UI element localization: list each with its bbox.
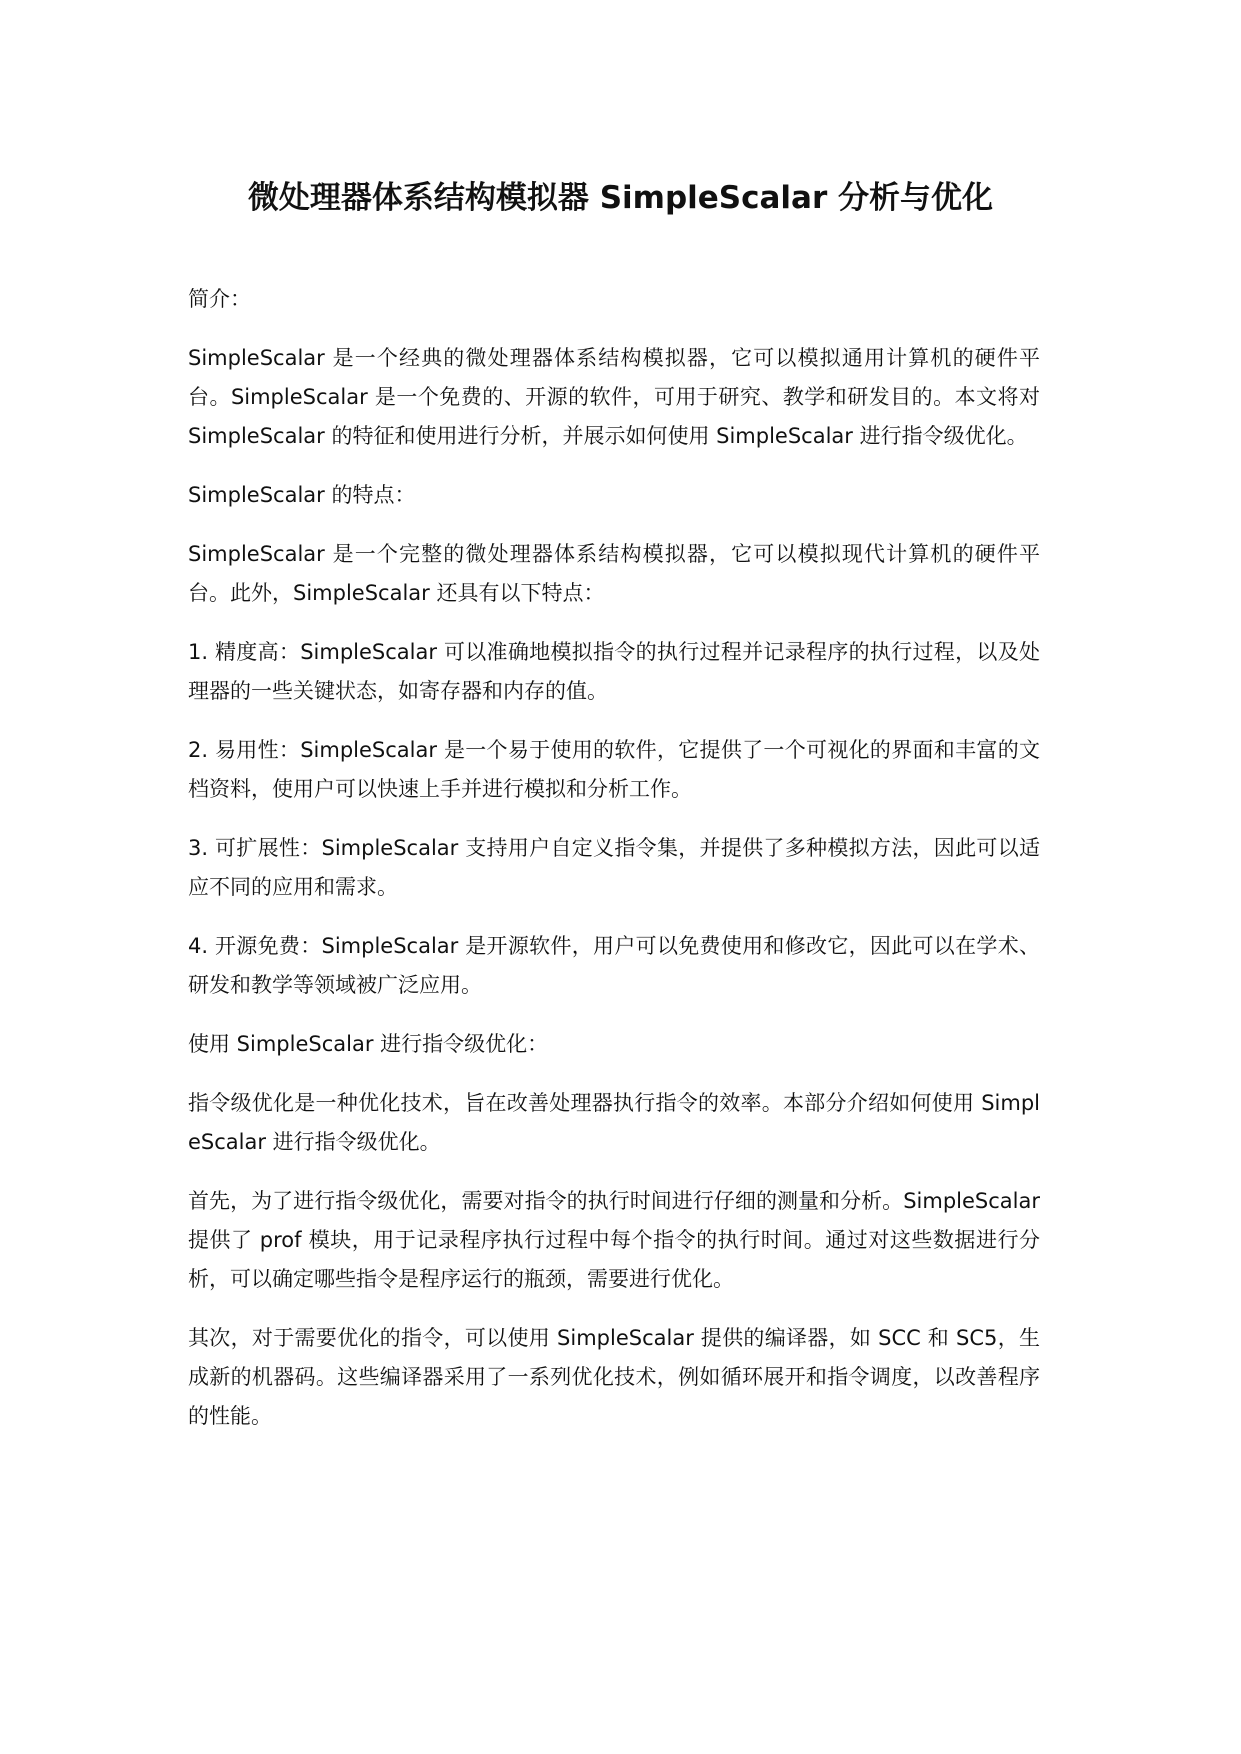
paragraph-feature-1: 1. 精度高：SimpleScalar 可以准确地模拟指令的执行过程并记录程序的执行过程，以及处理器的一些关键状态，如寄存器和内存的值。 [188, 640, 1040, 703]
paragraph-feature-2: 2. 易用性：SimpleScalar 是一个易于使用的软件，它提供了一个可视化的界面和丰富的文档资料，使用户可以快速上手并进行模拟和分析工作。 [188, 738, 1040, 801]
paragraph-intro-heading: 简介： [188, 287, 251, 311]
paragraph-feature-4: 4. 开源免费：SimpleScalar 是开源软件，用户可以免费使用和修改它，因此可以在学术、研发和教学等领域被广泛应用。 [188, 934, 1040, 997]
paragraph-optimization-heading: 使用 SimpleScalar 进行指令级优化： [188, 1032, 549, 1056]
paragraph-optimization-first: 首先，为了进行指令级优化，需要对指令的执行时间进行仔细的测量和分析。SimpleScalar 提供了 prof 模块，用于记录程序执行过程中每个指令的执行时间。通过对这些数据进行分析，可以确定哪些指令是程序运行的瓶颈，需要进行优化。 [188, 1189, 1040, 1291]
paragraph-intro: SimpleScalar 是一个经典的微处理器体系结构模拟器，它可以模拟通用计算机的硬件平台。SimpleScalar 是一个免费的、开源的软件，可用于研究、教学和研发目的。本文将对 SimpleScalar 的特征和使用进行分析，并展示如何使用 SimpleScalar 进行指令级优化。 [188, 346, 1040, 448]
paragraph-optimization-second: 其次，对于需要优化的指令，可以使用 SimpleScalar 提供的编译器，如 SCC 和 SC5，生成新的机器码。这些编译器采用了一系列优化技术，例如循环展开和指令调度，以改善程序的性能。 [188, 1326, 1040, 1428]
paragraph-features-heading: SimpleScalar 的特点： [188, 483, 416, 507]
document-title: 微处理器体系结构模拟器 SimpleScalar 分析与优化 [247, 180, 994, 216]
paragraph-optimization-intro: 指令级优化是一种优化技术，旨在改善处理器执行指令的效率。本部分介绍如何使用 SimpleScalar 进行指令级优化。 [188, 1091, 1040, 1154]
paragraph-features-intro: SimpleScalar 是一个完整的微处理器体系结构模拟器，它可以模拟现代计算机的硬件平台。此外，SimpleScalar 还具有以下特点： [188, 542, 1040, 605]
document-body [188, 280, 1040, 1456]
paragraph-feature-3: 3. 可扩展性：SimpleScalar 支持用户自定义指令集，并提供了多种模拟方法，因此可以适应不同的应用和需求。 [188, 836, 1040, 899]
